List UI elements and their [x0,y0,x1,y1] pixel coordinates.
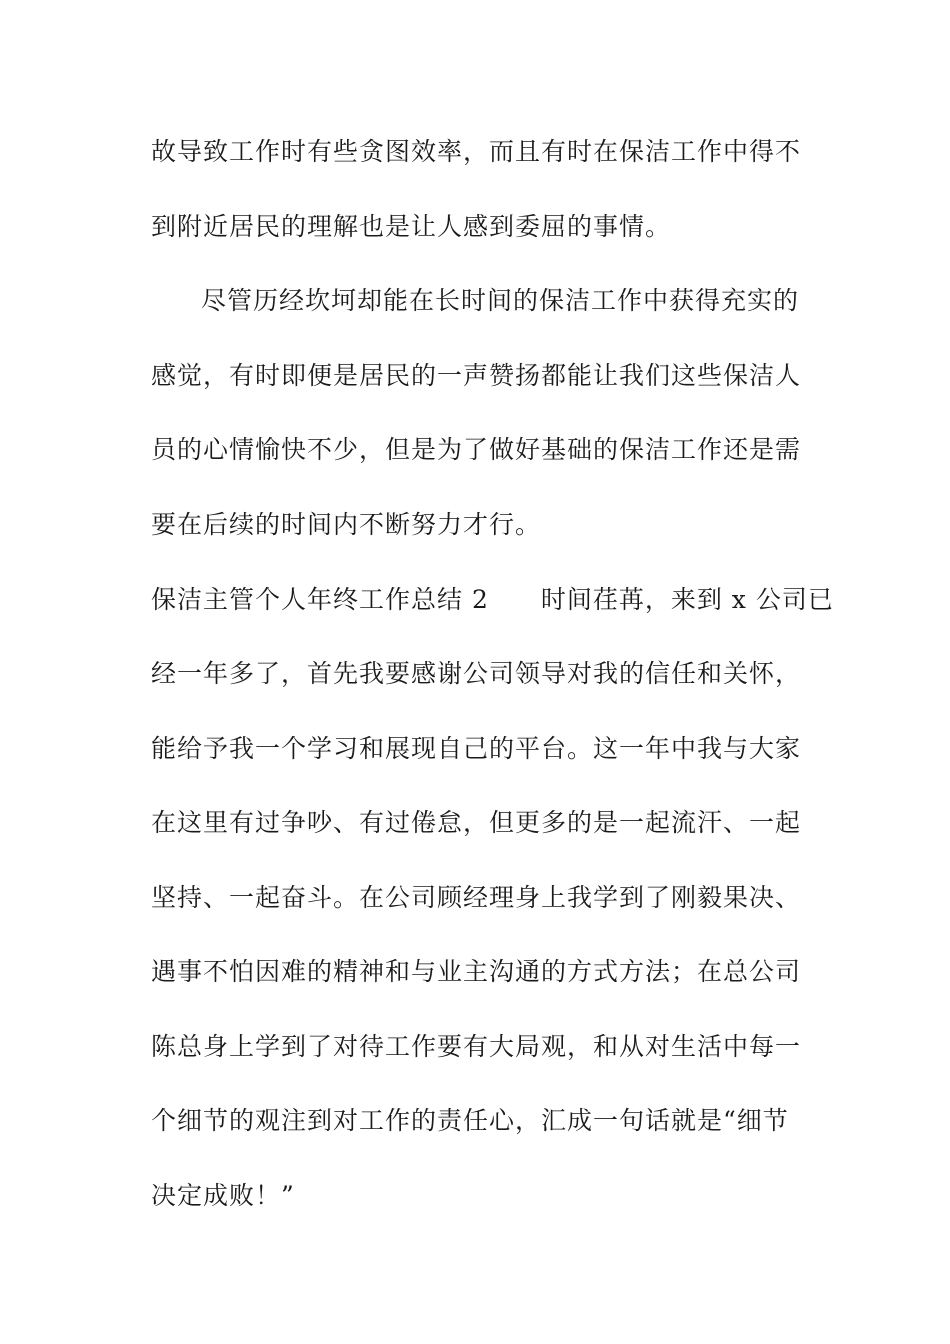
text-line: 到附近居民的理解也是让人感到委屈的事情。 [151,212,672,241]
text-line: 时间荏苒，来到 x 公司已 [540,585,834,614]
text-line: 坚持、一起奋斗。在公司顾经理身上我学到了刚毅果决、 [151,883,802,912]
text-line: 在这里有过争吵、有过倦怠，但更多的是一起流汗、一起 [151,808,802,837]
text-line: 经一年多了，首先我要感谢公司领导对我的信任和关怀， [151,659,802,688]
paragraph-first-line: 尽管历经坎坷却能在长时间的保洁工作中获得充实的 [201,286,800,315]
text-line: 决定成败！” [151,1181,295,1210]
heading-line [151,584,834,616]
text-line: 要在后续的时间内不断努力才行。 [151,510,542,539]
section-heading: 保洁主管个人年终工作总结 2 [151,585,489,614]
text-line: 故导致工作时有些贪图效率，而且有时在保洁工作中得不 [151,137,802,166]
text-line: 遇事不怕因难的精神和与业主沟通的方式方法；在总公司 [151,957,802,986]
text-line: 能给予我一个学习和展现自己的平台。这一年中我与大家 [151,734,802,763]
text-line: 感觉，有时即便是居民的一声赞扬都能让我们这些保洁人 [151,361,802,390]
text-line: 个细节的观注到对工作的责任心，汇成一句话就是“细节 [151,1106,789,1135]
text-line: 陈总身上学到了对待工作要有大局观，和从对生活中每一 [151,1032,802,1061]
text-line: 员的心情愉快不少，但是为了做好基础的保洁工作还是需 [151,435,802,464]
